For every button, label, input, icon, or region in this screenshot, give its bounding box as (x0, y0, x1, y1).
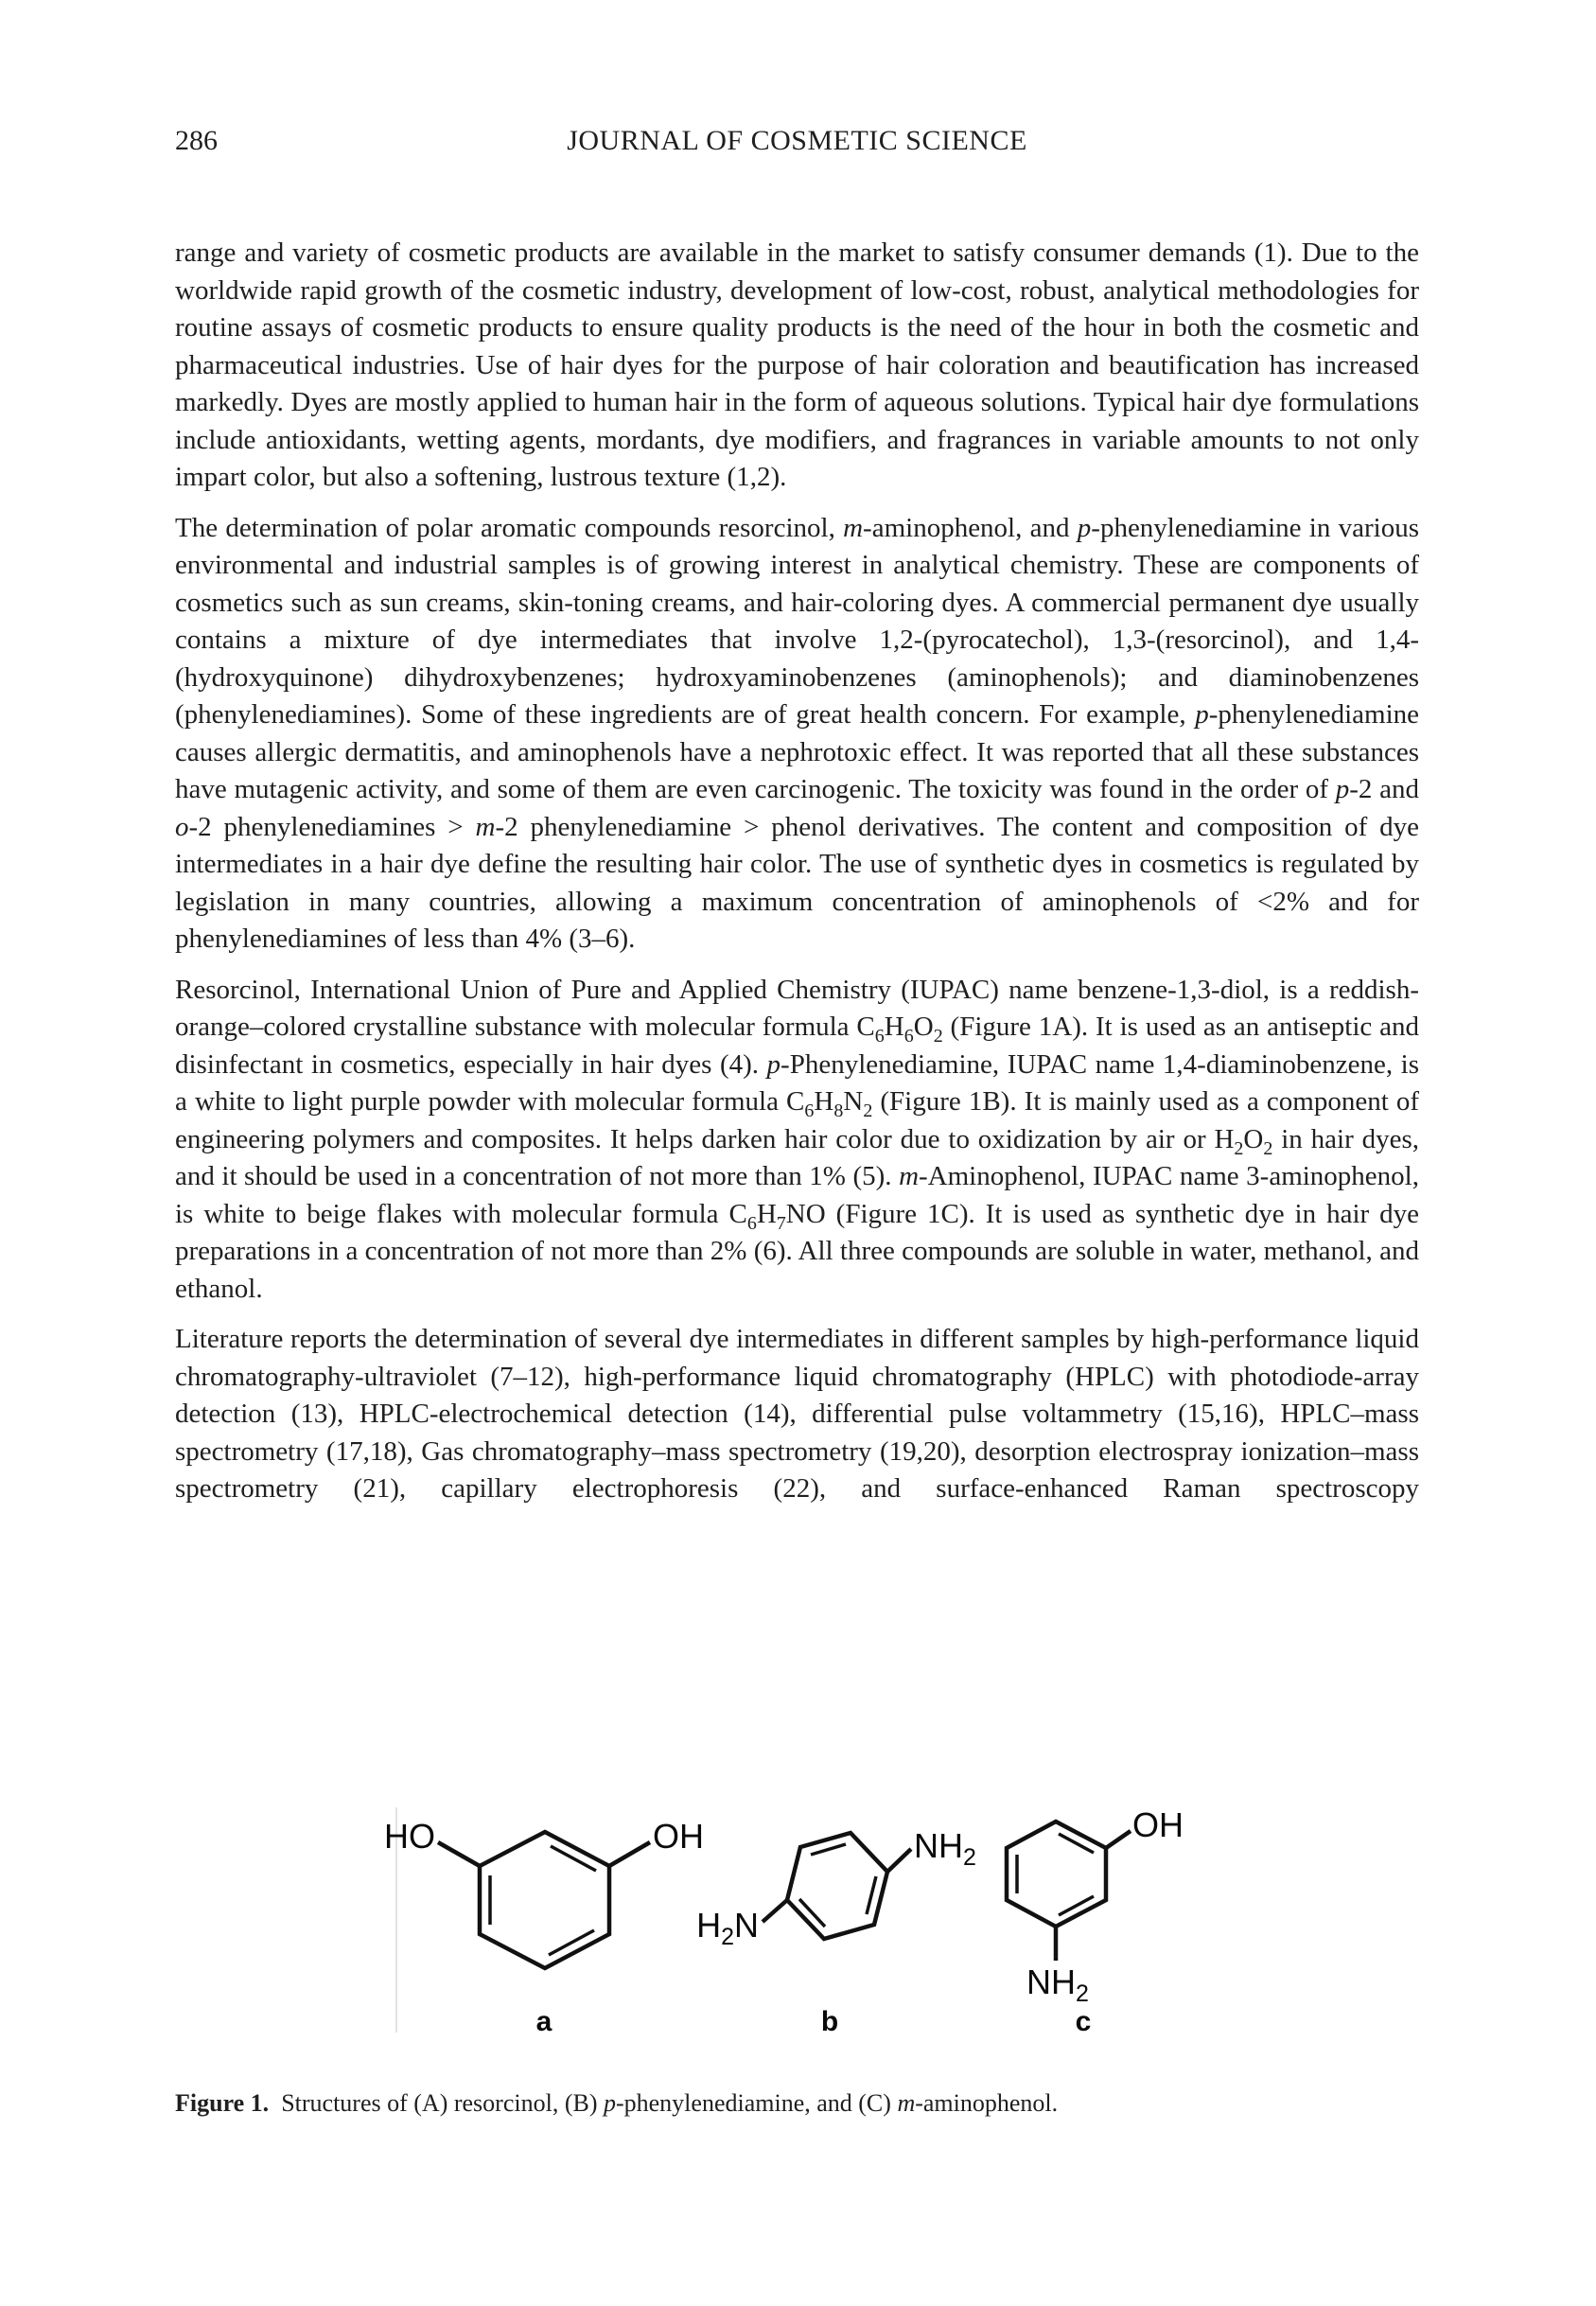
benzene-ring-b-phenylenediamine (763, 1833, 911, 1939)
paragraph-3: Resorcinol, International Union of Pure and Applied Chemistry (IUPAC) name benzene-1,3-diol, is a reddish-orange–colored crystalline substance with molecular formula $C_6H_6O_2$ (Figure 1A). It is used as an antiseptic and disinfectant in cosmetics, especially in hair dyes (4). p-Phenylenediamine, IUPAC name 1,4-diaminobenzene, is a white to light purple powder with molecular formula $C_6H_8N_2$ (Figure 1B). It is mainly used as a component of engineering polymers and composites. It helps darken hair color due to oxidization by air or $H_2O_2$ in hair dyes, and it should be used in a concentration of not more than 1% (5). m-Aminophenol, IUPAC name 3-aminophenol, is white to beige flakes with molecular formula $C_6H_7NO$ (Figure 1C). It is used as synthetic dye in hair dye preparations in a concentration of not more than 2% (6). All three compounds are soluble in water, methanol, and ethanol. (175, 974, 1420, 1304)
figure-caption: Figure 1. Structures of (A) resorcinol, (B) p-phenylenediamine, and (C) m-aminophenol. (175, 2089, 1059, 2117)
paragraph-1: range and variety of cosmetic products are available in the market to satisfy consumer demands (1). Due to the worldwide rapid growth of the cosmetic industry, development of low-cost, robust, analytical methodologies for routine assays of cosmetic products to ensure quality products is the need of the hour in both the cosmetic and pharmaceutical industries. Use of hair dyes for the purpose of hair coloration and beautification has increased markedly. Dyes are mostly applied to human hair in the form of aqueous solutions. Typical hair dye formulations include antioxidants, wetting agents, mordants, dye modifiers, and fragrances in variable amounts to not only impart color, but also a softening, lustrous texture (1,2). (175, 238, 1419, 492)
page-number: 286 (175, 125, 218, 156)
journal-title: JOURNAL OF COSMETIC SCIENCE (567, 125, 1027, 156)
benzene-ring-a-resorcinol (438, 1832, 650, 1968)
panel-label-c: c (1075, 2006, 1092, 2037)
figure-1 (0, 1796, 1596, 2099)
article-body (175, 235, 1419, 1522)
amine-group-label: $H_2N$ (696, 1906, 759, 1951)
hydroxyl-group-label: OH (1132, 1805, 1184, 1844)
amine-group-label: $NH_2$ (1026, 1963, 1089, 2008)
hydroxyl-group-label: HO (384, 1817, 435, 1856)
panel-label-b: b (820, 2006, 839, 2037)
benzene-ring-c-aminophenol (1007, 1822, 1131, 1961)
panel-label-a: a (535, 2006, 552, 2037)
chemical-structures-drawing (0, 1796, 1596, 2099)
amine-group-label: $NH_2$ (914, 1826, 976, 1872)
hydroxyl-group-label: OH (653, 1817, 704, 1856)
paragraph-2: The determination of polar aromatic compounds resorcinol, m-aminophenol, and p-phenylenediamine in various environmental and industrial samples is of growing interest in analytical chemistry. These are components of cosmetics such as sun creams, skin-toning creams, and hair-coloring dyes. A commercial permanent dye usually contains a mixture of dye intermediates that involve 1,2-(pyrocatechol), 1,3-(resorcinol), and 1,4-(hydroxyquinone) dihydroxybenzenes; hydroxyaminobenzenes (aminophenols); and diaminobenzenes (phenylenediamines). Some of these ingredients are of great health concern. For example, p-phenylenediamine causes allergic dermatitis, and aminophenols have a nephrotoxic effect. It was reported that all these substances have mutagenic activity, and some of them are even carcinogenic. The toxicity was found in the order of p-2 and o-2 phenylenediamines > m-2 phenylenediamine > phenol derivatives. The content and composition of dye intermediates in a hair dye define the resulting hair color. The use of synthetic dyes in cosmetics is regulated by legislation in many countries, allowing a maximum concentration of aminophenols of <2% and for phenylenediamines of less than 4% (3–6). (175, 512, 1419, 954)
page-header (175, 125, 1419, 157)
paragraph-4: Literature reports the determination of several dye intermediates in different samples by high-performance liquid chromatography-ultraviolet (7–12), high-performance liquid chromatography (HPLC) with photodiode-array detection (13), HPLC-electrochemical detection (14), differential pulse voltammetry (15,16), HPLC–mass spectrometry (17,18), Gas chromatography–mass spectrometry (19,20), desorption electrospray ionization–mass spectrometry (21), capillary electrophoresis (22), and surface-enhanced Raman spectroscopy (175, 1324, 1419, 1504)
